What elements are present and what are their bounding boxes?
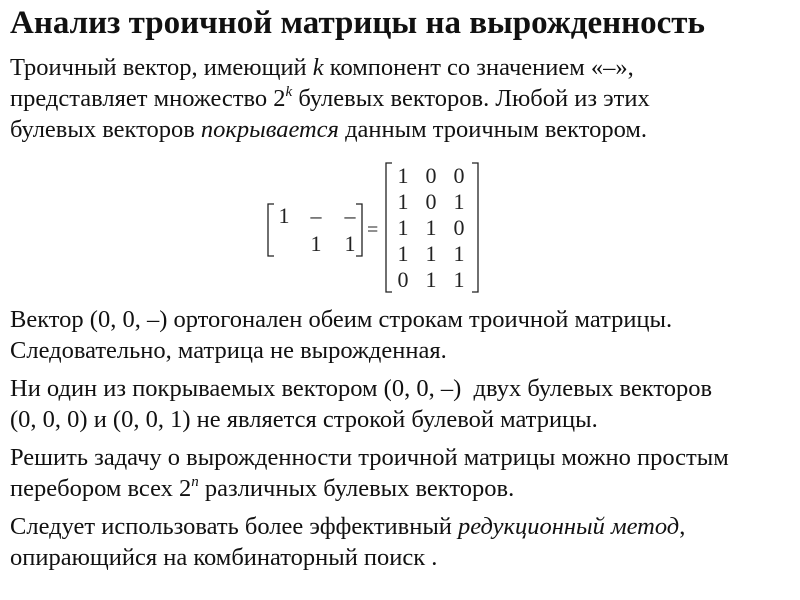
emphasis-term: редукционный метод — [458, 513, 680, 540]
text-fragment: перебором всех 2 — [10, 475, 192, 502]
matrix-cell: 1 — [278, 203, 290, 228]
matrix-cell: – — [344, 203, 356, 228]
text-fragment: различных булевых векторов. — [198, 475, 515, 502]
paragraph-line: (0, 0, 0) и (0, 0, 1) не является строкой булевой матрицы. — [10, 406, 598, 433]
paragraph-covered-vectors — [10, 373, 712, 435]
emphasis-term: покрывается — [200, 116, 339, 143]
matrix-cell: 0 — [425, 163, 437, 188]
paragraph-line: Ни один из покрываемых вектором (0, 0, –) двух булевых векторов — [10, 375, 713, 402]
matrix-cell: 1 — [453, 189, 465, 214]
text-fragment: данным троичным вектором. — [338, 116, 648, 143]
paragraph-line: опирающийся на комбинаторный поиск . — [10, 544, 438, 571]
matrix-cell: 1 — [453, 241, 465, 266]
paragraph-line: Следовательно, матрица не вырожденная. — [10, 337, 447, 364]
text-fragment: булевых векторов — [10, 116, 201, 143]
paragraph-line — [10, 473, 729, 504]
paragraph-line: Вектор (0, 0, –) ортогонален обеим строкам троичной матрицы. — [10, 306, 673, 333]
matrix-cell: 0 — [453, 163, 465, 188]
variable-k: k — [312, 54, 324, 81]
matrix-cell: 1 — [397, 189, 409, 214]
text-fragment: Следует использовать более эффективный — [10, 513, 459, 540]
matrix-cell: 0 — [453, 215, 465, 240]
paragraph-ternary-vector — [10, 52, 650, 145]
paragraph-brute-force — [10, 442, 729, 504]
matrix-cell: 1 — [425, 267, 437, 292]
matrix-cell: 1 — [453, 267, 465, 292]
matrix-cell: 1 — [397, 241, 409, 266]
text-fragment: представляет множество 2 — [10, 85, 286, 112]
text-fragment: , — [679, 513, 686, 540]
matrix-cell: 1 — [397, 163, 409, 188]
equals-sign: = — [367, 219, 379, 241]
matrix-cell: 1 — [425, 215, 437, 240]
matrix-cell: 1 — [397, 215, 409, 240]
slide-title: Анализ троичной матрицы на вырожденность — [10, 5, 705, 41]
paragraph-line — [10, 52, 650, 83]
paragraph-reduction-method — [10, 511, 685, 573]
matrix-cell: 0 — [425, 189, 437, 214]
text-fragment: компонент со значением «–», — [323, 54, 634, 81]
paragraph-line — [10, 511, 685, 542]
exponent-n: n — [191, 474, 199, 490]
matrix-cell: 1 — [425, 241, 437, 266]
exponent-k: k — [285, 84, 293, 100]
paragraph-line — [10, 83, 650, 114]
text-fragment: булевых векторов. Любой из этих — [292, 85, 650, 112]
matrix-cell: 1 — [344, 231, 356, 256]
matrix-cell: 0 — [397, 267, 409, 292]
paragraph-orthogonal — [10, 304, 672, 366]
matrix-cell: – — [310, 203, 322, 228]
matrix-equation — [262, 160, 492, 300]
paragraph-line — [10, 114, 650, 145]
text-fragment: Троичный вектор, имеющий — [10, 54, 313, 81]
matrix-cell: 1 — [310, 231, 322, 256]
paragraph-line: Решить задачу о вырожденности троичной матрицы можно простым — [10, 444, 729, 471]
